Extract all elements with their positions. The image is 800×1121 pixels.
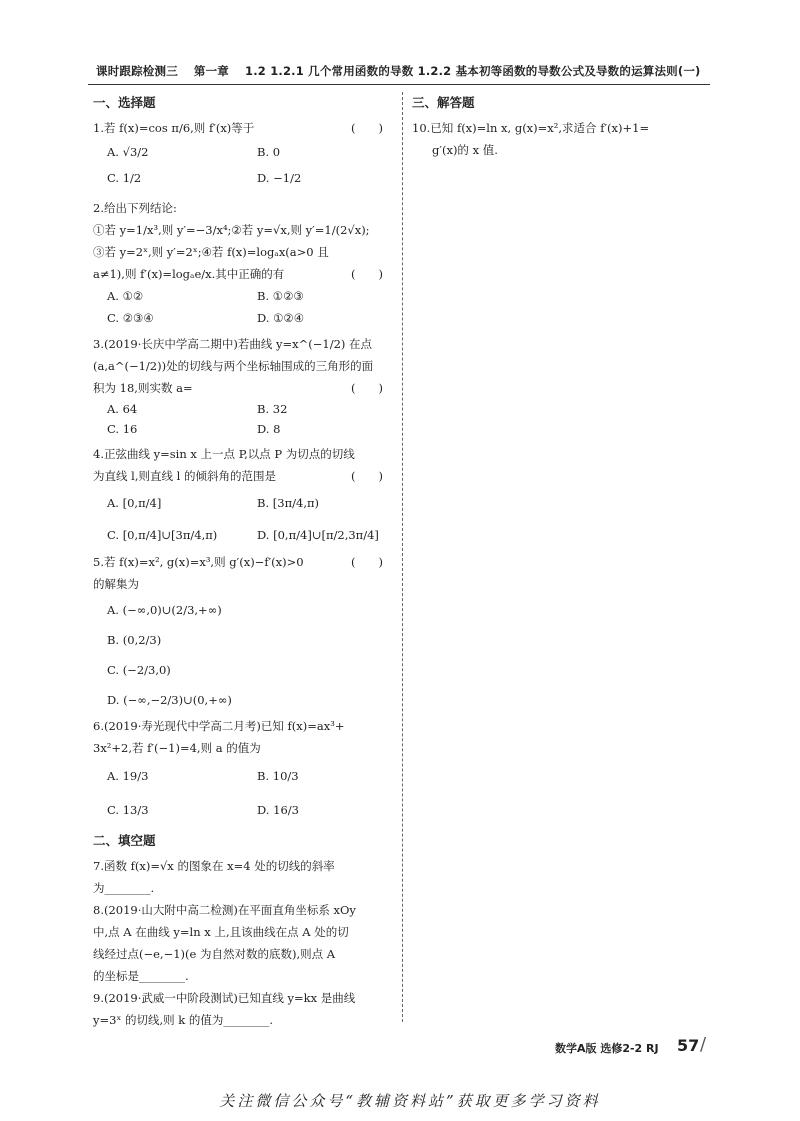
- q6-options-row1: A. 19/3 B. 10/3: [107, 769, 299, 783]
- header-rule: [88, 84, 710, 85]
- q4-options-row1: A. [0,π/4] B. [3π/4,π): [107, 496, 320, 510]
- question-3: 3.(2019·长庆中学高二期中)若曲线 y=x^(−1/2) 在点 (a,a^(−1/2))处的切线与两个坐标轴围成的三角形的面 积为 18,则实数 a= ( ): [93, 337, 383, 395]
- q3-options-row1: A. 64 B. 32: [107, 402, 288, 416]
- question-6: 6.(2019·寿光现代中学高二月考)已知 f(x)=ax³+ 3x²+2,若 f′(−1)=4,则 a 的值为: [93, 719, 345, 755]
- question-10: 10.已知 f(x)=ln x, g(x)=x²,求适合 f′(x)+1= g′(x)的 x 值.: [412, 121, 650, 157]
- column-divider: [402, 92, 403, 1022]
- question-5: 5.若 f(x)=x², g(x)=x³,则 g′(x)−f′(x)>0 ( ) 的解集为: [93, 555, 383, 591]
- section-choice-title: 一、选择题: [93, 95, 156, 110]
- page-number: 57: [677, 1036, 700, 1055]
- bottom-handwritten-note: 关注微信公众号“教辅资料站”获取更多学习资料: [219, 1092, 601, 1110]
- left-column: [93, 93, 393, 1031]
- question-7: 7.函数 f(x)=√x 的图象在 x=4 处的切线的斜率 为________.: [93, 859, 335, 895]
- section-answer-title: 三、解答题: [412, 95, 475, 110]
- q5-option-d: D. (−∞,−2/3)∪(0,+∞): [107, 693, 232, 707]
- header-title: 课时跟踪检测三: [96, 64, 178, 78]
- page-slash-mark: /: [700, 1034, 707, 1055]
- right-column: [412, 93, 712, 161]
- q3-options-row2: C. 16 D. 8: [107, 422, 281, 436]
- page-header: [96, 63, 708, 79]
- header-section: 1.2 1.2.1 几个常用函数的导数 1.2.2 基本初等函数的导数公式及导数的运算法则(一): [245, 64, 701, 78]
- q5-option-c: C. (−2/3,0): [107, 663, 171, 677]
- header-chapter: 第一章: [193, 64, 230, 78]
- question-8: 8.(2019·山大附中高二检测)在平面直角坐标系 xOy 中,点 A 在曲线 y=ln x 上,且该曲线在点 A 处的切 线经过点(−e,−1)(e 为自然对数的底数),则点 A 的坐标是________.: [93, 903, 356, 983]
- q5-option-a: A. (−∞,0)∪(2/3,+∞): [107, 603, 222, 617]
- question-2: 2.给出下列结论: ①若 y=1/x³,则 y′=−3/x⁴;②若 y=√x,则 y′=1/(2√x); ③若 y=2ˣ,则 y′=2ˣ;④若 f(x)=logₐx(a>0 且 a≠1),则 f′(x)=logₐe/x.其中正确的有 ( ): [93, 201, 383, 281]
- q1-options-row1: A. √3/2 B. 0: [107, 145, 281, 159]
- q6-options-row2: C. 13/3 D. 16/3: [107, 803, 299, 817]
- q2-options-row2: C. ②③④ D. ①②④: [107, 311, 305, 325]
- question-4: 4.正弦曲线 y=sin x 上一点 P,以点 P 为切点的切线 为直线 l,则直线 l 的倾斜角的范围是 ( ): [93, 447, 383, 483]
- section-fill-title: 二、填空题: [93, 833, 156, 848]
- q1-options-row2: C. 1/2 D. −1/2: [107, 171, 302, 185]
- q2-options-row1: A. ①② B. ①②③: [107, 289, 304, 303]
- book-badge: 数学A版 选修2-2 RJ: [555, 1042, 659, 1055]
- question-9: 9.(2019·武威一中阶段测试)已知直线 y=kx 是曲线 y=3ˣ 的切线,则 k 的值为________.: [93, 991, 356, 1027]
- q5-option-b: B. (0,2/3): [107, 633, 162, 647]
- question-1: 1.若 f(x)=cos π/6,则 f′(x)等于 ( ): [93, 121, 383, 135]
- q4-options-row2: C. [0,π/4]∪[3π/4,π) D. [0,π/4]∪[π/2,3π/4]: [107, 528, 379, 542]
